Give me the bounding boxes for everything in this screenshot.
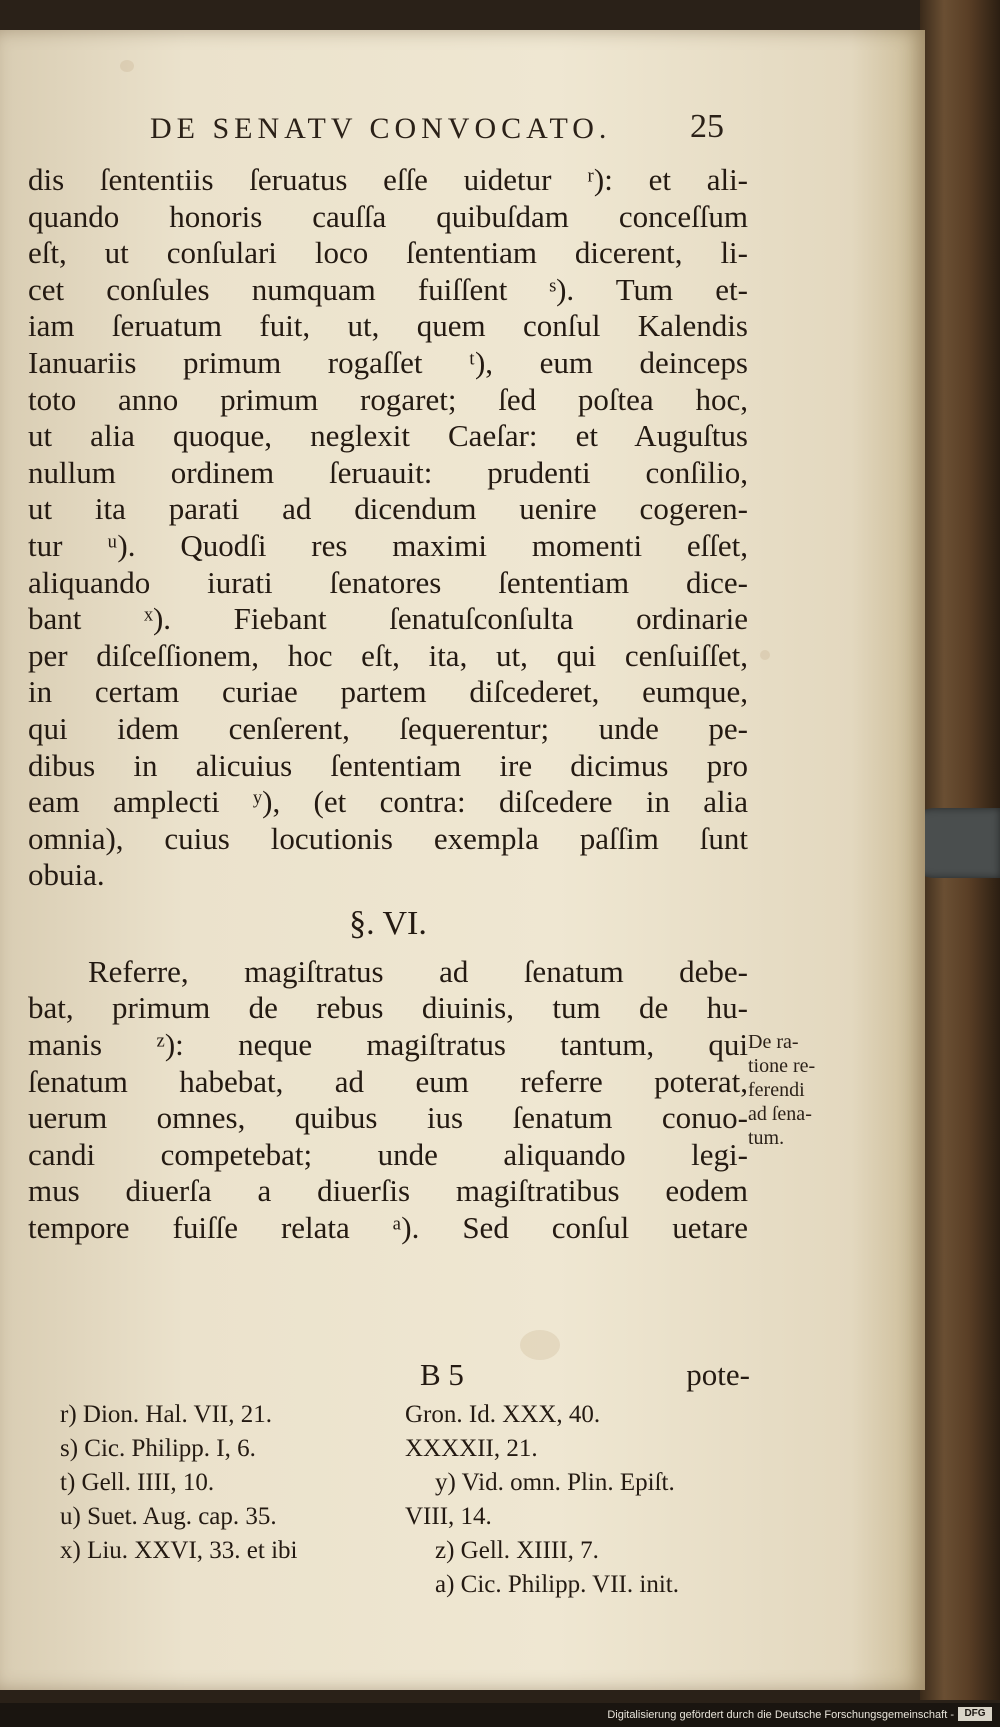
text-line: bat, primum de rebus diuinis, tum de hu- (28, 990, 748, 1026)
text-line: ſenatum habebat, ad eum referre poterat, (28, 1063, 748, 1099)
text-line: qui idem cenſerent, ſequerentur; unde pe- (28, 710, 748, 746)
margin-note-line: ferendi (748, 1079, 805, 1101)
margin-note-line: De ra- (748, 1031, 799, 1053)
footnote: t) Gell. IIII, 10. (60, 1469, 215, 1496)
footnote: XXXXII, 21. (405, 1435, 538, 1462)
text-line: quando honoris cauſſa quibuſdam conceſſum (28, 198, 748, 234)
text-line: dibus in alicuius ſententiam ire dicimus pro (28, 747, 748, 783)
margin-note (748, 1030, 858, 1150)
footnote: r) Dion. Hal. VII, 21. (60, 1401, 272, 1428)
footnote: VIII, 14. (405, 1503, 492, 1530)
text-line: dis ſententiis ſeruatus eſſe uidetur ʳ): et ali- (28, 162, 748, 197)
footnote: y) Vid. omn. Plin. Epiſt. (435, 1469, 675, 1496)
text-line: iam ſeruatum fuit, ut, quem conſul Kalendis (28, 308, 748, 344)
catchword: pote- (686, 1357, 750, 1392)
footnotes-left-column (60, 1398, 390, 1568)
margin-note-line: ad ſena- (748, 1103, 812, 1125)
text-line: cet conſules numquam fuiſſent ˢ). Tum et- (28, 271, 748, 307)
footnote: Gron. Id. XXX, 40. (405, 1401, 601, 1428)
text-line: mus diuerſa a diuerſis magiſtratibus eodem (28, 1173, 748, 1209)
footnote: u) Suet. Aug. cap. 35. (60, 1503, 277, 1530)
section-heading: §. VI. (349, 904, 427, 942)
text-line: bant ˣ). Fiebant ſenatuſconſulta ordinarie (28, 601, 748, 637)
text-line: toto anno primum rogaret; ſed poſtea hoc, (28, 381, 748, 417)
text-line: tur ᵘ). Quodſi res maximi momenti eſſet, (28, 527, 748, 563)
stain (120, 60, 134, 72)
stain (760, 650, 770, 660)
text-line: per diſceſſionem, hoc eſt, ita, ut, qui cenſuiſſet, (28, 637, 748, 673)
text-line: manis ᶻ): neque magiſtratus tantum, qui (28, 1027, 748, 1063)
text-line: candi competebat; unde aliquando legi- (28, 1136, 748, 1172)
text-line: obuia. (28, 857, 105, 893)
text-line: tempore fuiſſe relata ᵃ). Sed conſul uetare (28, 1210, 748, 1246)
text-line: ut ita parati ad dicendum uenire cogeren- (28, 491, 748, 527)
text-line: Referre, magiſtratus ad ſenatum debe- (88, 953, 748, 989)
text-line: nullum ordinem ſeruauit: prudenti conſilio, (28, 454, 748, 490)
text-line: Ianuariis primum rogaſſet ᵗ), eum deinceps (28, 344, 748, 380)
footnote: a) Cic. Philipp. VII. init. (435, 1571, 679, 1598)
footnote: x) Liu. XXVI, 33. et ibi (60, 1537, 298, 1564)
stain (520, 1330, 560, 1360)
text-line: uerum omnes, quibus ius ſenatum conuo- (28, 1100, 748, 1136)
signature-mark: B 5 (420, 1357, 464, 1392)
text-line: ut alia quoque, neglexit Caeſar: et Auguſtus (28, 418, 748, 454)
text-line: eſt, ut conſulari loco ſententiam dicerent, li- (28, 235, 748, 271)
running-title: DE SENATV CONVOCATO. (150, 112, 612, 145)
page-number: 25 (690, 108, 724, 145)
margin-note-line: tione re- (748, 1055, 816, 1077)
text-line: omnia), cuius locutionis exempla paſſim ſunt (28, 820, 748, 856)
text-line: aliquando iurati ſenatores ſententiam dice- (28, 564, 748, 600)
footnote: s) Cic. Philipp. I, 6. (60, 1435, 256, 1462)
footer-credit: Digitalisierung gefördert durch die Deutsche Forschungsgemeinschaft - (607, 1709, 954, 1721)
text-line: in certam curiae partem diſcederet, eumque, (28, 674, 748, 710)
margin-note-line: tum. (748, 1127, 785, 1149)
footnotes-right-column (405, 1398, 765, 1602)
main-text (28, 162, 748, 1247)
dfg-logo: DFG (958, 1707, 992, 1721)
text-line: eam amplecti ʸ), (et contra: diſcedere in alia (28, 784, 748, 820)
footnote: z) Gell. XIIII, 7. (435, 1537, 599, 1564)
